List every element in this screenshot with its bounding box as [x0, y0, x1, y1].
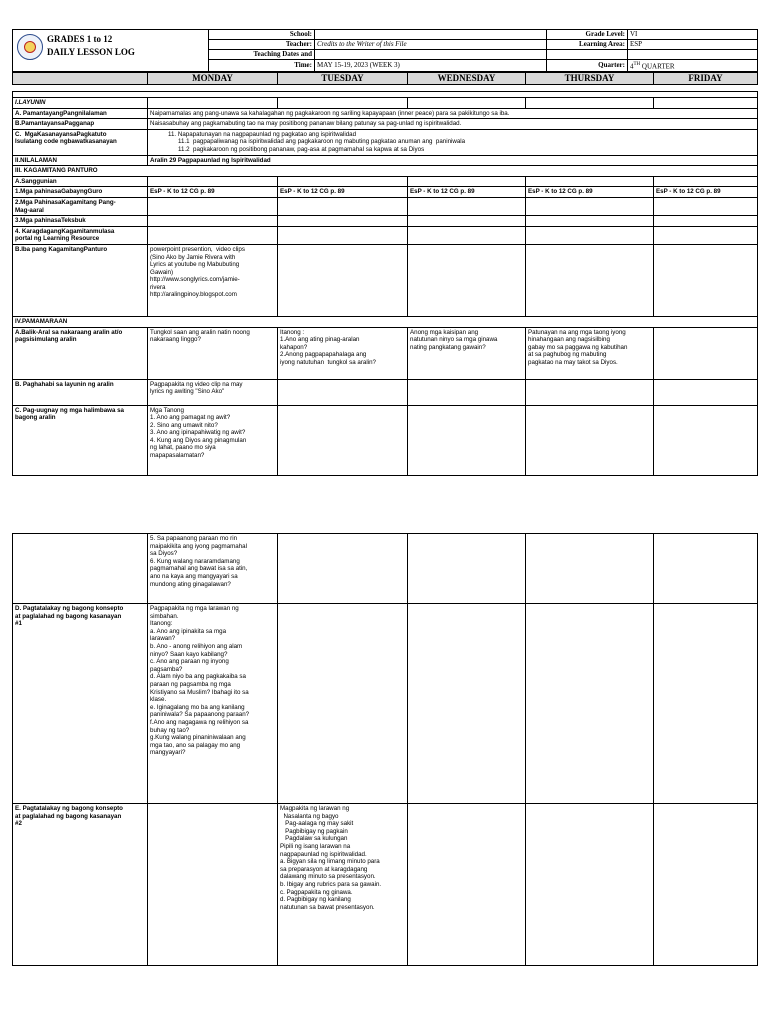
pagtatalakay-2-label: [13, 804, 148, 966]
text-line: f.Ano ang nagagawa ng relihiyon sa: [150, 718, 249, 726]
blank-cell: [408, 216, 526, 227]
blank-cell: [526, 379, 654, 405]
gabay-guro-wednesday: EsP - K to 12 CG p. 89: [408, 187, 526, 198]
text-line: d. Alam niyo ba ang pagkakaiba sa: [150, 673, 246, 681]
blank-cell: [315, 50, 547, 60]
blank-cell: [654, 176, 758, 187]
text-line: Pipili ng isang larawan na: [280, 842, 351, 850]
pamantayang-pangnilalaman-label: A. PamantayangPangnilalaman: [13, 108, 148, 119]
quarter-number: 4: [630, 62, 634, 71]
text-line: larawan?: [150, 635, 176, 643]
text-line: 6. Kung walang nararamdamang: [150, 557, 240, 565]
text-line: Lyrics at youtube ng Mabubuting: [150, 261, 240, 269]
label-line: 2.Mga PahinasaKagamitang Pang-: [15, 198, 116, 206]
gabay-guro-tuesday: EsP - K to 12 CG p. 89: [278, 187, 408, 198]
kasanayan-label-line: C. MgaKasanayansaPagkatuto: [15, 130, 107, 138]
blank-cell: [408, 244, 526, 316]
pag-uugnay-monday: [148, 405, 278, 475]
text-line: pagmamahal ang bawat isa sa atin,: [150, 565, 248, 573]
text-line: klase.: [150, 696, 167, 704]
label-line: portal ng Learning Resource: [15, 235, 100, 243]
blank-cell: [526, 244, 654, 316]
text-line: gabay mo sa paggawa ng kabutihan: [528, 343, 628, 351]
blank-cell: [526, 534, 654, 604]
label-line: bagong aralin: [15, 414, 56, 422]
blank-cell: [408, 98, 526, 109]
text-line: pagkatao na may takot sa Diyos.: [528, 358, 618, 366]
text-line: natutunan ninyo sa mga ginawa: [410, 336, 498, 344]
text-line: 2.Anong pagpapapahalaga ang: [280, 351, 367, 359]
text-line: 4. Kung ang Diyos ang pinagmulan: [150, 436, 247, 444]
blank-cell: [526, 405, 654, 475]
gabay-guro-monday: EsP - K to 12 CG p. 89: [148, 187, 278, 198]
teaching-dates-label-2: Time:: [209, 60, 315, 72]
kasanayan-text: [148, 129, 758, 155]
label-line: E. Pagtatalakay ng bagong konsepto: [15, 805, 123, 812]
day-tuesday: TUESDAY: [278, 73, 408, 85]
text-line: (Sino Ako by Jamie Rivera with: [150, 253, 236, 261]
text-line: 1. Ano ang pamagat ng awit?: [150, 414, 231, 422]
text-line: at sa paghubog ng mabuting: [528, 351, 607, 359]
text-line: dalawang minuto sa presentasyon.: [280, 873, 376, 881]
text-line: paraan ng pagsamba ng mga: [150, 680, 231, 688]
blank-cell: [526, 98, 654, 109]
quarter-word: QUARTER: [641, 62, 675, 71]
kasanayan-label: [13, 129, 148, 155]
quarter-value: [628, 60, 758, 72]
blank-cell: [148, 197, 278, 215]
text-line: mapapasalamatan?: [150, 452, 205, 460]
nilalaman-text: Aralin 29 Pagpapaunlad ng Ispiritwalidad: [148, 155, 758, 166]
blank-cell: [526, 804, 654, 966]
title-line-1: GRADES 1 to 12: [47, 34, 113, 44]
text-line: Pagdalaw sa kulungan: [280, 835, 348, 843]
school-label: School:: [209, 30, 315, 40]
blank-cell: [278, 379, 408, 405]
pamamaraan-heading: IV.PAMAMARAAN: [13, 316, 758, 327]
day-thursday: THURSDAY: [526, 73, 654, 85]
text-line: b. Ibigay ang rubrics para sa gawain.: [280, 880, 382, 888]
day-wednesday: WEDNESDAY: [408, 73, 526, 85]
blank-cell: [654, 98, 758, 109]
balik-aral-tuesday: [278, 327, 408, 379]
blank-cell: [278, 244, 408, 316]
balik-aral-wednesday: [408, 327, 526, 379]
blank-cell: [148, 176, 278, 187]
title-line-2: DAILY LESSON LOG: [47, 47, 135, 57]
deped-seal-logo: [17, 34, 43, 60]
text-line: pagsamba?: [150, 665, 183, 673]
blank-cell: [148, 226, 278, 244]
pagtatalakay-1-monday: [148, 604, 278, 804]
text-line: mga tao, ano sa palagay mo ang: [150, 741, 241, 749]
text-line: Itanong:: [150, 620, 173, 628]
text-line: nagpapaunlad ng ispiritwalidad.: [280, 850, 367, 858]
text-line: iyong natutuhan tungkol sa aralin?: [280, 358, 376, 366]
teksbuk-label: 3.Mga pahinasaTeksbuk: [13, 216, 148, 227]
label-line: at paglalahad ng bagong kasanayan: [15, 812, 122, 820]
text-line: sa preparasyon at karagdagang: [280, 865, 368, 873]
text-line: lyrics ng awiting "Sino Ako": [150, 388, 225, 396]
text-line: Patunayan na ang mga taong iyong: [528, 328, 626, 336]
text-line: a. Bigyan sila ng limang minuto para: [280, 858, 380, 866]
text-line: Tungkol saan ang aralin natin noong: [150, 328, 250, 336]
blank-cell: [526, 604, 654, 804]
title-cell: [13, 30, 209, 72]
iba-pang-kagamitan-label: B.Iba pang KagamitangPanturo: [13, 244, 148, 316]
label-line: at paglalahad ng bagong kasanayan: [15, 612, 122, 620]
blank-cell: [654, 226, 758, 244]
paghahabi-label: B. Paghahabi sa layunin ng aralin: [13, 379, 148, 405]
text-line: kahapon?: [280, 343, 308, 351]
sanggunian-label: A.Sanggunian: [13, 176, 148, 187]
text-line: ano na kaya ang mangyayari sa: [150, 572, 238, 580]
pamantayang-pangnilalaman-text: Naipamamalas ang pang-unawa sa kahalagahan ng pagkakaroon ng sariling kapayapaan (inner peace) para sa pakikitungo sa iba.: [148, 108, 758, 119]
text-line: 5. Sa papaanong paraan mo rin: [150, 535, 238, 542]
kasanayan-label-line: Isulatang code ngbawatkasanayan: [15, 138, 117, 146]
school-value: [315, 30, 547, 40]
blank-cell: [408, 197, 526, 215]
blank-cell: [654, 197, 758, 215]
blank-cell: [526, 197, 654, 215]
text-line: Anong mga kaisipan ang: [410, 328, 479, 336]
balik-aral-label: [13, 327, 148, 379]
learning-area-label: Learning Area:: [547, 40, 628, 50]
paghahabi-monday: [148, 379, 278, 405]
blank-cell: [148, 804, 278, 966]
text-line: nakaraang linggo?: [150, 336, 201, 344]
kasanayan-line: 11.1 pagpapaliwanag na ispiritwalidad ang pagkakaroon ng mabuting pagkatao anuman ang paniniwala: [178, 138, 466, 146]
gabay-guro-thursday: EsP - K to 12 CG p. 89: [526, 187, 654, 198]
blank-cell: [408, 379, 526, 405]
blank-cell: [278, 98, 408, 109]
blank-cell: [408, 405, 526, 475]
kasanayan-line: 11.2 pagkakaroon ng positibong pananaw, pag-asa at pagmamahal sa kapwa at sa Diyos: [178, 145, 425, 153]
blank-cell: [547, 50, 628, 60]
blank-cell: [408, 534, 526, 604]
header-block: [12, 29, 757, 85]
label-line: A.Balik-Aral sa nakaraang aralin at/o: [15, 328, 123, 336]
text-line: mundong ating ginagalawan?: [150, 580, 231, 588]
blank-cell: [408, 176, 526, 187]
text-line: Magpakita ng larawan ng: [280, 805, 350, 812]
blank-cell: [148, 98, 278, 109]
text-line: c. Ano ang paraan ng inyong: [150, 658, 229, 666]
text-line: paniniwala? Sa papaanong paraan?: [150, 711, 250, 719]
text-line: maipakikita ang iyong pagmamahal: [150, 542, 247, 550]
pagtatalakay-2-tuesday: [278, 804, 408, 966]
lesson-table-page1: [12, 91, 757, 476]
blank-cell: [654, 216, 758, 227]
text-line: c. Pagpapakita ng ginawa.: [280, 888, 353, 896]
blank-cell: [278, 534, 408, 604]
pamantayan-pagganap-text: Naisasabuhay ang pagkamabuting tao na may positibong pananaw bilang patunay sa pag-unlad ng ispiritwalidad.: [148, 119, 758, 130]
blank-cell: [654, 534, 758, 604]
blank-cell: [628, 50, 758, 60]
text-line: Pag-aalaga ng may sakit: [280, 820, 354, 828]
blank-cell: [13, 534, 148, 604]
blank-cell: [278, 197, 408, 215]
text-line: Pagpapakita ng mga larawan ng: [150, 605, 239, 612]
blank-cell: [408, 604, 526, 804]
blank-cell: [526, 216, 654, 227]
label-line: #1: [15, 620, 22, 628]
pagtatalakay-1-label: [13, 604, 148, 804]
text-line: Kristiyano sa Muslim? Ibahagi ito sa: [150, 688, 249, 696]
blank-cell: [408, 804, 526, 966]
text-line: Mga Tanong: [150, 406, 184, 414]
quarter-suffix: TH: [633, 62, 641, 67]
text-line: http://aralingpinoy.blogspot.com: [150, 291, 237, 299]
iba-pang-kagamitan-monday: [148, 244, 278, 316]
learning-area-value: ESP: [628, 40, 758, 50]
text-line: Itanong :: [280, 328, 305, 336]
text-line: ng lahat, paano mo siya: [150, 444, 216, 452]
kagamitang-mag-aaral-label: [13, 197, 148, 215]
quarter-label: Quarter:: [547, 60, 628, 72]
day-header-row: [12, 72, 758, 85]
text-line: e. Iginagalang mo ba ang kanilang: [150, 703, 245, 711]
text-line: 3. Ano ang ipinapahiwatig ng awit?: [150, 429, 246, 437]
blank-cell: [148, 216, 278, 227]
label-line: pagsisimulang aralin: [15, 336, 77, 344]
teacher-label: Teacher:: [209, 40, 315, 50]
text-line: simbahan.: [150, 612, 179, 620]
blank-cell: [654, 244, 758, 316]
blank-cell: [654, 379, 758, 405]
learning-resource-label: [13, 226, 148, 244]
teaching-dates-label-1: Teaching Dates and: [209, 50, 315, 60]
grade-level-label: Grade Level:: [547, 30, 628, 40]
blank-cell: [654, 405, 758, 475]
gabay-guro-label: 1.Mga pahinasaGabayngGuro: [13, 187, 148, 198]
label-line: 4. KaragdagangKagamitanmulasa: [15, 227, 115, 235]
label-line: D. Pagtatalakay ng bagong konsepto: [15, 605, 124, 612]
text-line: Pagpapakita ng video clip na may: [150, 380, 243, 388]
day-friday: FRIDAY: [654, 73, 758, 85]
text-line: 2. Sino ang umawit nito?: [150, 421, 218, 429]
continued-questions-monday: [148, 534, 278, 604]
kagamitang-panturo-heading: III. KAGAMITANG PANTURO: [13, 166, 758, 177]
blank-cell: [654, 604, 758, 804]
blank-cell: [408, 226, 526, 244]
teacher-value: Credits to the Writer of this File: [315, 40, 547, 50]
text-line: 1.Ano ang ating pinag-aralan: [280, 336, 360, 344]
grade-level-value: VI: [628, 30, 758, 40]
text-line: nating pangkatang gawain?: [410, 343, 486, 351]
balik-aral-thursday: [526, 327, 654, 379]
pag-uugnay-label: [13, 405, 148, 475]
day-monday: MONDAY: [148, 73, 278, 85]
blank-cell: [278, 604, 408, 804]
label-line: Mag-aaral: [15, 206, 44, 214]
text-line: b. Ano - anong relihiyon ang alam: [150, 642, 243, 650]
teaching-dates-value: MAY 15-19, 2023 (WEEK 3): [315, 60, 547, 72]
text-line: ninyo? Saan kayo kabilang?: [150, 650, 228, 658]
text-line: sa Diyos?: [150, 550, 178, 558]
nilalaman-label: II.NILALAMAN: [13, 155, 148, 166]
blank-cell: [278, 405, 408, 475]
text-line: a. Ano ang ipinakita sa mga: [150, 627, 227, 635]
pamantayan-pagganap-label: B.PamantayansaPagganap: [13, 119, 148, 130]
balik-aral-monday: [148, 327, 278, 379]
text-line: Pagbibigay ng pagkain: [280, 827, 348, 835]
text-line: powerpoint presention, video clips: [150, 245, 245, 253]
text-line: buhay ng tao?: [150, 726, 190, 734]
blank-cell: [278, 226, 408, 244]
text-line: g.Kung walang pinaniniwalaan ang: [150, 734, 246, 742]
label-line: C. Pag-uugnay ng mga halimbawa sa: [15, 406, 124, 414]
text-line: natutunan sa bawat presentasyon.: [280, 903, 375, 911]
blank-cell: [526, 176, 654, 187]
blank-cell: [278, 176, 408, 187]
lesson-table-page2: [12, 533, 757, 966]
text-line: d. Pagbibigay ng kanilang: [280, 896, 351, 904]
blank-cell: [526, 226, 654, 244]
text-line: Gawain): [150, 268, 174, 276]
text-line: hinahangaan ang nagsisilbing: [528, 336, 610, 344]
day-header-blank: [13, 73, 148, 85]
kasanayan-line: 11. Napapatunayan na nagpapaunlad ng pagkatao ang ispiritwalidad: [168, 130, 357, 138]
text-line: mangyayari?: [150, 749, 186, 757]
text-line: rivera: [150, 283, 166, 291]
blank-cell: [654, 804, 758, 966]
blank-cell: [278, 216, 408, 227]
text-line: Nasalanta ng bagyo: [280, 812, 339, 820]
gabay-guro-friday: EsP - K to 12 CG p. 89: [654, 187, 758, 198]
blank-cell: [654, 327, 758, 379]
label-line: #2: [15, 820, 22, 828]
text-line: http://www.songlyrics.com/jamie-: [150, 276, 240, 284]
layunin-heading: I.LAYUNIN: [13, 98, 148, 109]
